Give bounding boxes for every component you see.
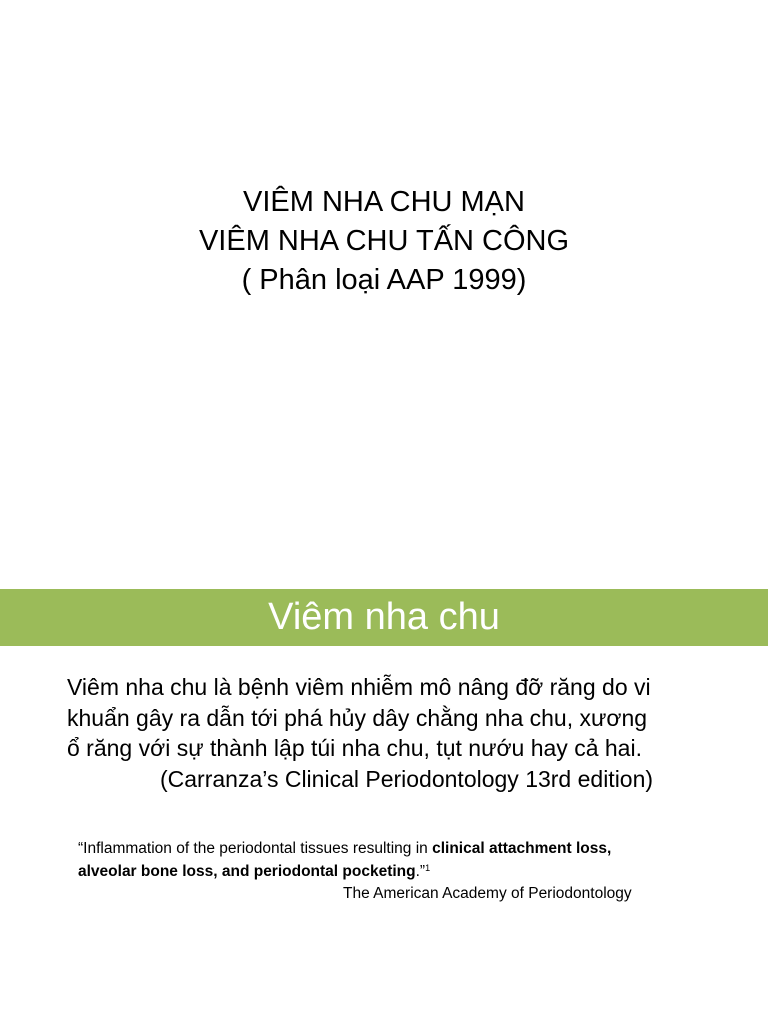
definition-paragraph xyxy=(67,672,735,794)
title-line-2: VIÊM NHA CHU TẤN CÔNG xyxy=(198,225,570,257)
quote-footnote-marker: 1 xyxy=(425,862,431,873)
title-line-1: VIÊM NHA CHU MẠN xyxy=(243,186,525,218)
quote-bold-text-1: clinical attachment loss, xyxy=(432,840,612,857)
section-heading: Viêm nha chu xyxy=(268,596,500,638)
quote-open-text: “Inflammation of the periodontal tissues resulting in xyxy=(78,840,433,857)
quote-close-text: .” xyxy=(415,862,426,880)
quote-line-2 xyxy=(78,861,718,884)
slide-title xyxy=(0,183,768,300)
quote-source: The American Academy of Periodontology xyxy=(343,885,632,902)
definition-line-1: Viêm nha chu là bệnh viêm nhiễm mô nâng đỡ răng do vi xyxy=(67,674,651,700)
definition-line-3: ổ răng với sự thành lập túi nha chu, tụt nướu hay cả hai. xyxy=(67,735,642,761)
title-line-3: ( Phân loại AAP 1999) xyxy=(241,264,527,296)
aap-quote xyxy=(78,838,718,883)
definition-line-2: khuẩn gây ra dẫn tới phá hủy dây chằng nha chu, xương xyxy=(67,704,648,731)
quote-bold-text-2: alveolar bone loss, and periodontal pocketing xyxy=(78,862,416,880)
section-header-band xyxy=(0,589,768,646)
quote-line-1 xyxy=(78,838,718,861)
definition-citation: (Carranza’s Clinical Periodontology 13rd edition) xyxy=(160,765,654,792)
